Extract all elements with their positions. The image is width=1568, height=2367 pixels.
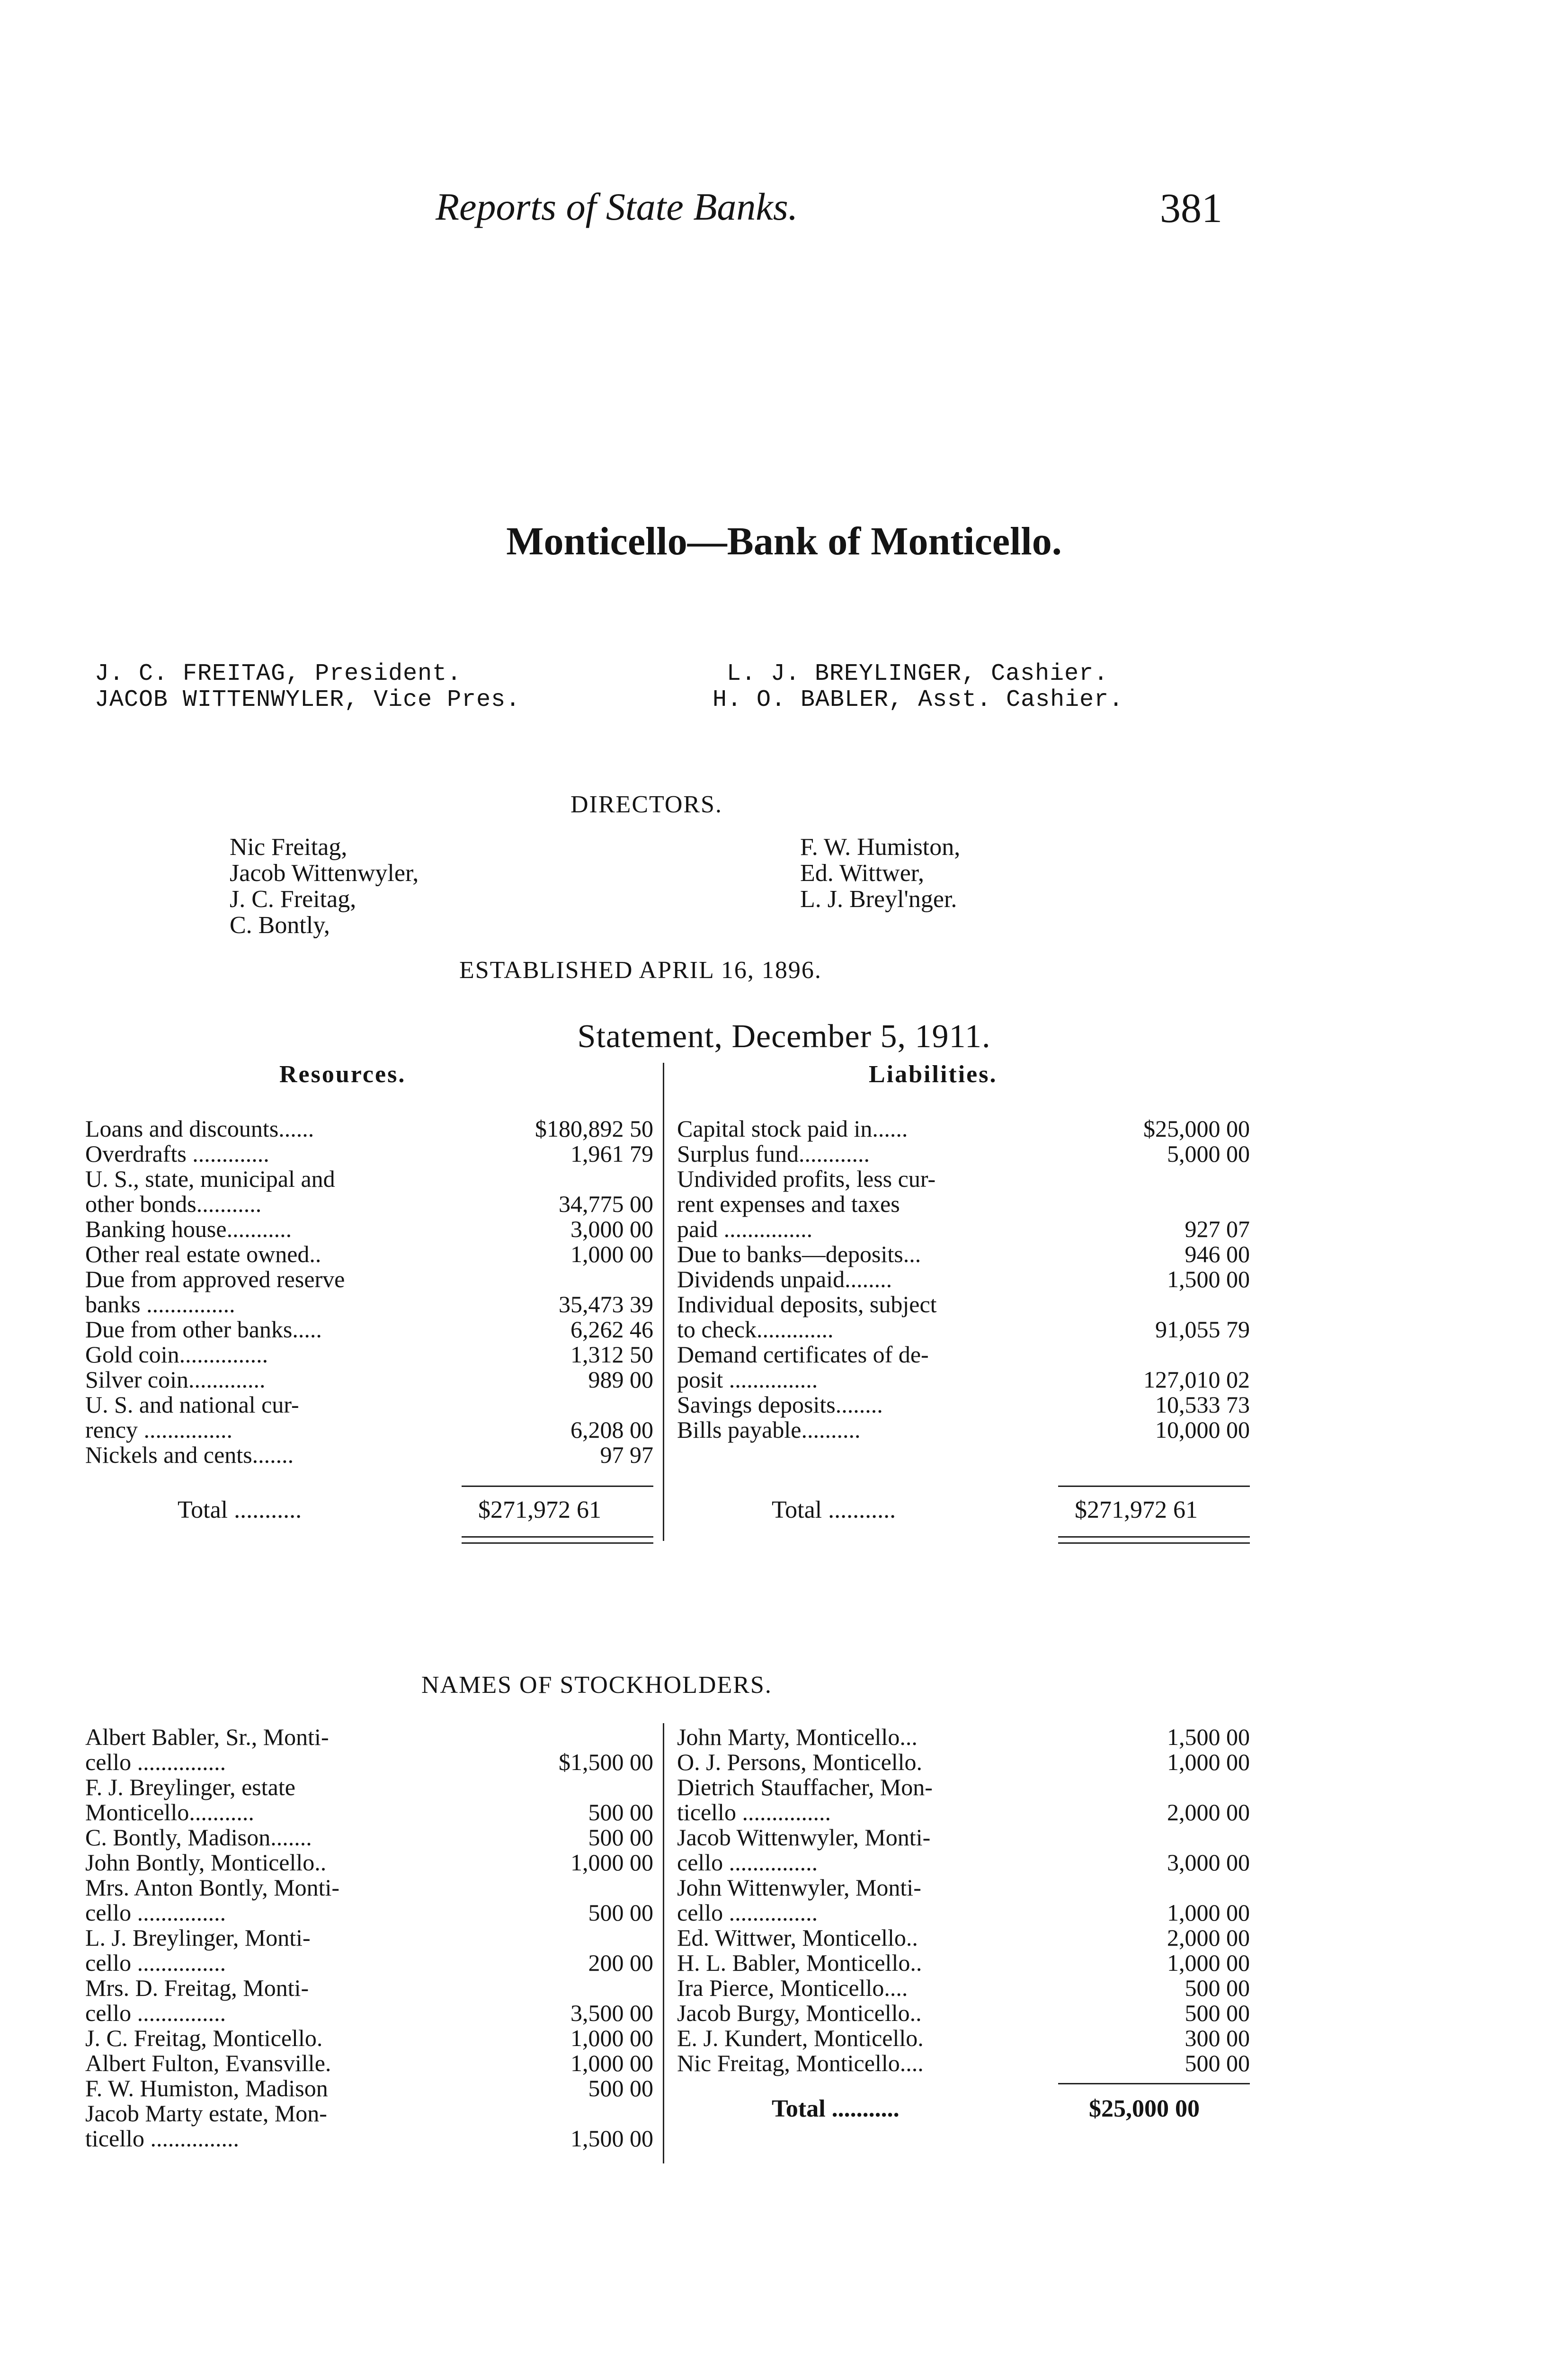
row-label: cello ............... [85,2000,226,2026]
row-label: Undivided profits, less cur- [677,1166,936,1192]
stockholder-row [85,1723,653,1748]
stockholder-row [85,1899,653,1924]
liability-row [677,1265,1250,1290]
row-label: F. J. Breylinger, estate [85,1774,295,1800]
director-name: F. W. Humiston, [800,834,961,861]
row-label: Due to banks—deposits... [677,1241,921,1267]
row-amount: 1,500 00 [1167,1724,1250,1750]
stockholders-total-label: Total ........... [772,2095,900,2122]
row-amount: $1,500 00 [559,1749,653,1775]
row-label: Other real estate owned.. [85,1241,321,1267]
row-amount: 500 00 [588,1824,653,1851]
double-rule [462,1536,653,1544]
officer-assistant-cashier: H. O. BABLER, Asst. Cashier. [713,686,1124,713]
row-label: E. J. Kundert, Monticello. [677,2025,924,2051]
resource-row [85,1240,653,1265]
row-amount: 1,312 50 [570,1341,653,1368]
stockholder-row [677,1723,1250,1748]
director-name: J. C. Freitag, [230,886,356,913]
row-amount: 10,533 73 [1155,1391,1250,1418]
director-name: Jacob Wittenwyler, [230,860,419,887]
stockholder-row [677,1798,1250,1824]
row-amount: 927 07 [1185,1216,1250,1242]
row-amount: 127,010 02 [1143,1366,1250,1393]
stockholder-row [677,1849,1250,1874]
row-amount: 500 00 [588,1799,653,1825]
row-label: John Bontly, Monticello.. [85,1849,327,1876]
officer-president: J. C. FREITAG, President. [95,660,462,687]
row-amount: 989 00 [588,1366,653,1393]
row-amount: 500 00 [1185,2050,1250,2076]
stockholder-row [85,1824,653,1849]
stockholder-row [677,1924,1250,1949]
row-amount: 3,000 00 [1167,1849,1250,1876]
liability-row [677,1190,1250,1215]
stockholder-row [677,2049,1250,2074]
row-amount: 1,961 79 [570,1140,653,1167]
row-amount: $180,892 50 [535,1115,653,1142]
row-label: banks ............... [85,1291,235,1317]
row-label: Mrs. Anton Bontly, Monti- [85,1874,340,1901]
row-amount: 1,500 00 [1167,1266,1250,1292]
row-amount: 1,000 00 [570,1849,653,1876]
stockholder-row [85,2049,653,2074]
resources-total-amount: $271,972 61 [478,1496,601,1523]
liability-row [677,1165,1250,1190]
row-label: cello ............... [677,1849,818,1876]
stockholder-row [677,1874,1250,1899]
liabilities-table [677,1115,1250,1441]
stockholder-row [85,2024,653,2049]
row-label: Albert Babler, Sr., Monti- [85,1724,329,1750]
director-name: C. Bontly, [230,912,330,939]
row-amount: 97 97 [600,1442,653,1468]
row-label: Surplus fund............ [677,1140,870,1167]
stockholder-row [677,1824,1250,1849]
total-rule [1058,2083,1250,2084]
row-label: Due from approved reserve [85,1266,345,1292]
row-amount: 91,055 79 [1155,1316,1250,1343]
stockholder-row [85,1748,653,1773]
row-amount: 1,000 00 [1167,1749,1250,1775]
officer-vice-president: JACOB WITTENWYLER, Vice Pres. [95,686,521,713]
row-label: Demand certificates of de- [677,1341,929,1368]
row-amount: 2,000 00 [1167,1799,1250,1825]
row-label: Nickels and cents....... [85,1442,294,1468]
resource-row [85,1316,653,1341]
row-amount: 300 00 [1185,2025,1250,2051]
liability-row [677,1215,1250,1240]
row-label: F. W. Humiston, Madison [85,2075,328,2101]
total-rule [1058,1486,1250,1487]
row-amount: 35,473 39 [559,1291,653,1317]
officer-cashier: L. J. BREYLINGER, Cashier. [727,660,1109,687]
row-label: Nic Freitag, Monticello.... [677,2050,924,2076]
row-amount: 3,500 00 [570,2000,653,2026]
row-amount: 6,208 00 [570,1416,653,1443]
liability-row [677,1366,1250,1391]
row-amount: 1,500 00 [570,2125,653,2152]
row-amount: 1,000 00 [570,2050,653,2076]
row-label: Silver coin............. [85,1366,266,1393]
row-amount: 34,775 00 [559,1191,653,1217]
resource-row [85,1341,653,1366]
row-label: rent expenses and taxes [677,1191,900,1217]
stockholders-heading: NAMES OF STOCKHOLDERS. [421,1672,772,1699]
stockholder-row [85,2074,653,2100]
liability-row [677,1316,1250,1341]
row-amount: 5,000 00 [1167,1140,1250,1167]
resources-total-label: Total ........... [178,1496,302,1523]
row-amount: $25,000 00 [1143,1115,1250,1142]
resource-row [85,1165,653,1190]
row-amount: 500 00 [1185,1975,1250,2001]
liability-row [677,1115,1250,1140]
row-label: Ed. Wittwer, Monticello.. [677,1924,918,1951]
row-amount: 1,000 00 [570,2025,653,2051]
established-date: ESTABLISHED APRIL 16, 1896. [459,957,822,984]
row-label: Jacob Marty estate, Mon- [85,2100,327,2127]
double-rule [1058,1536,1250,1544]
row-label: cello ............... [677,1899,818,1926]
row-label: Overdrafts ............. [85,1140,269,1167]
row-label: Banking house........... [85,1216,292,1242]
row-amount: 500 00 [588,2075,653,2101]
resource-row [85,1215,653,1240]
row-label: O. J. Persons, Monticello. [677,1749,923,1775]
row-amount: 500 00 [1185,2000,1250,2026]
row-label: Bills payable.......... [677,1416,861,1443]
row-label: L. J. Breylinger, Monti- [85,1924,311,1951]
row-label: Dietrich Stauffacher, Mon- [677,1774,933,1800]
column-divider [663,1063,664,1541]
row-label: Dividends unpaid........ [677,1266,892,1292]
row-amount: 2,000 00 [1167,1924,1250,1951]
row-amount: 1,000 00 [1167,1949,1250,1976]
row-amount: 1,000 00 [570,1241,653,1267]
row-label: Individual deposits, subject [677,1291,937,1317]
liability-row [677,1140,1250,1165]
statement-title: Statement, December 5, 1911. [577,1018,991,1055]
page-number: 381 [1160,186,1222,231]
stockholders-total-amount: $25,000 00 [1089,2095,1200,2122]
row-amount: 3,000 00 [570,1216,653,1242]
liabilities-total-amount: $271,972 61 [1075,1496,1198,1523]
stockholder-row [677,1999,1250,2024]
director-name: L. J. Breyl'nger. [800,886,957,913]
liability-row [677,1240,1250,1265]
liability-row [677,1391,1250,1416]
column-divider [663,1723,664,2163]
liabilities-total-label: Total ........... [772,1496,896,1523]
stockholder-row [85,2100,653,2125]
row-label: paid ............... [677,1216,813,1242]
bank-title: Monticello—Bank of Monticello. [506,519,1062,563]
running-title: Reports of State Banks. [436,185,798,228]
row-label: Capital stock paid in...... [677,1115,908,1142]
row-label: John Wittenwyler, Monti- [677,1874,921,1901]
row-label: cello ............... [85,1749,226,1775]
row-label: to check............. [677,1316,834,1343]
resources-heading: Resources. [279,1061,406,1088]
stockholder-row [677,1974,1250,1999]
row-label: C. Bontly, Madison....... [85,1824,312,1851]
row-amount: 200 00 [588,1949,653,1976]
row-label: Loans and discounts...... [85,1115,314,1142]
director-name: Nic Freitag, [230,834,347,861]
row-label: other bonds........... [85,1191,262,1217]
resource-row [85,1416,653,1441]
total-rule [462,1486,653,1487]
stockholder-row [677,1748,1250,1773]
stockholder-row [85,1874,653,1899]
row-label: John Marty, Monticello... [677,1724,918,1750]
row-amount: 10,000 00 [1155,1416,1250,1443]
row-label: Mrs. D. Freitag, Monti- [85,1975,309,2001]
resource-row [85,1190,653,1215]
liabilities-heading: Liabilities. [869,1061,998,1088]
director-name: Ed. Wittwer, [800,860,925,887]
liability-row [677,1290,1250,1316]
row-label: J. C. Freitag, Monticello. [85,2025,323,2051]
stockholders-right-list [677,1723,1250,2074]
resource-row [85,1140,653,1165]
row-amount: 946 00 [1185,1241,1250,1267]
stockholder-row [85,1798,653,1824]
resource-row [85,1441,653,1466]
resources-table [85,1115,653,1466]
row-label: Albert Fulton, Evansville. [85,2050,331,2076]
liability-row [677,1341,1250,1366]
row-label: posit ............... [677,1366,818,1393]
row-label: Ira Pierce, Monticello.... [677,1975,908,2001]
stockholder-row [677,1773,1250,1798]
row-amount: 500 00 [588,1899,653,1926]
stockholder-row [677,2024,1250,2049]
row-label: cello ............... [85,1949,226,1976]
stockholder-row [85,1773,653,1798]
row-amount: 1,000 00 [1167,1899,1250,1926]
row-label: ticello ............... [85,2125,239,2152]
stockholder-row [85,1999,653,2024]
stockholder-row [677,1949,1250,1974]
resource-row [85,1366,653,1391]
row-label: U. S., state, municipal and [85,1166,335,1192]
stockholder-row [85,1974,653,1999]
row-label: H. L. Babler, Monticello.. [677,1949,922,1976]
row-label: Due from other banks..... [85,1316,322,1343]
row-label: Savings deposits........ [677,1391,883,1418]
stockholder-row [85,1924,653,1949]
stockholder-row [85,1949,653,1974]
liability-row [677,1416,1250,1441]
directors-heading: DIRECTORS. [570,791,722,818]
row-label: cello ............... [85,1899,226,1926]
resource-row [85,1115,653,1140]
row-amount: 6,262 46 [570,1316,653,1343]
resource-row [85,1265,653,1290]
row-label: ticello ............... [677,1799,831,1825]
row-label: rency ............... [85,1416,233,1443]
stockholder-row [677,1899,1250,1924]
stockholders-left-list [85,1723,653,2150]
resource-row [85,1391,653,1416]
row-label: Monticello........... [85,1799,254,1825]
row-label: Jacob Wittenwyler, Monti- [677,1824,931,1851]
stockholder-row [85,2125,653,2150]
row-label: U. S. and national cur- [85,1391,299,1418]
row-label: Gold coin............... [85,1341,268,1368]
stockholder-row [85,1849,653,1874]
resource-row [85,1290,653,1316]
row-label: Jacob Burgy, Monticello.. [677,2000,922,2026]
